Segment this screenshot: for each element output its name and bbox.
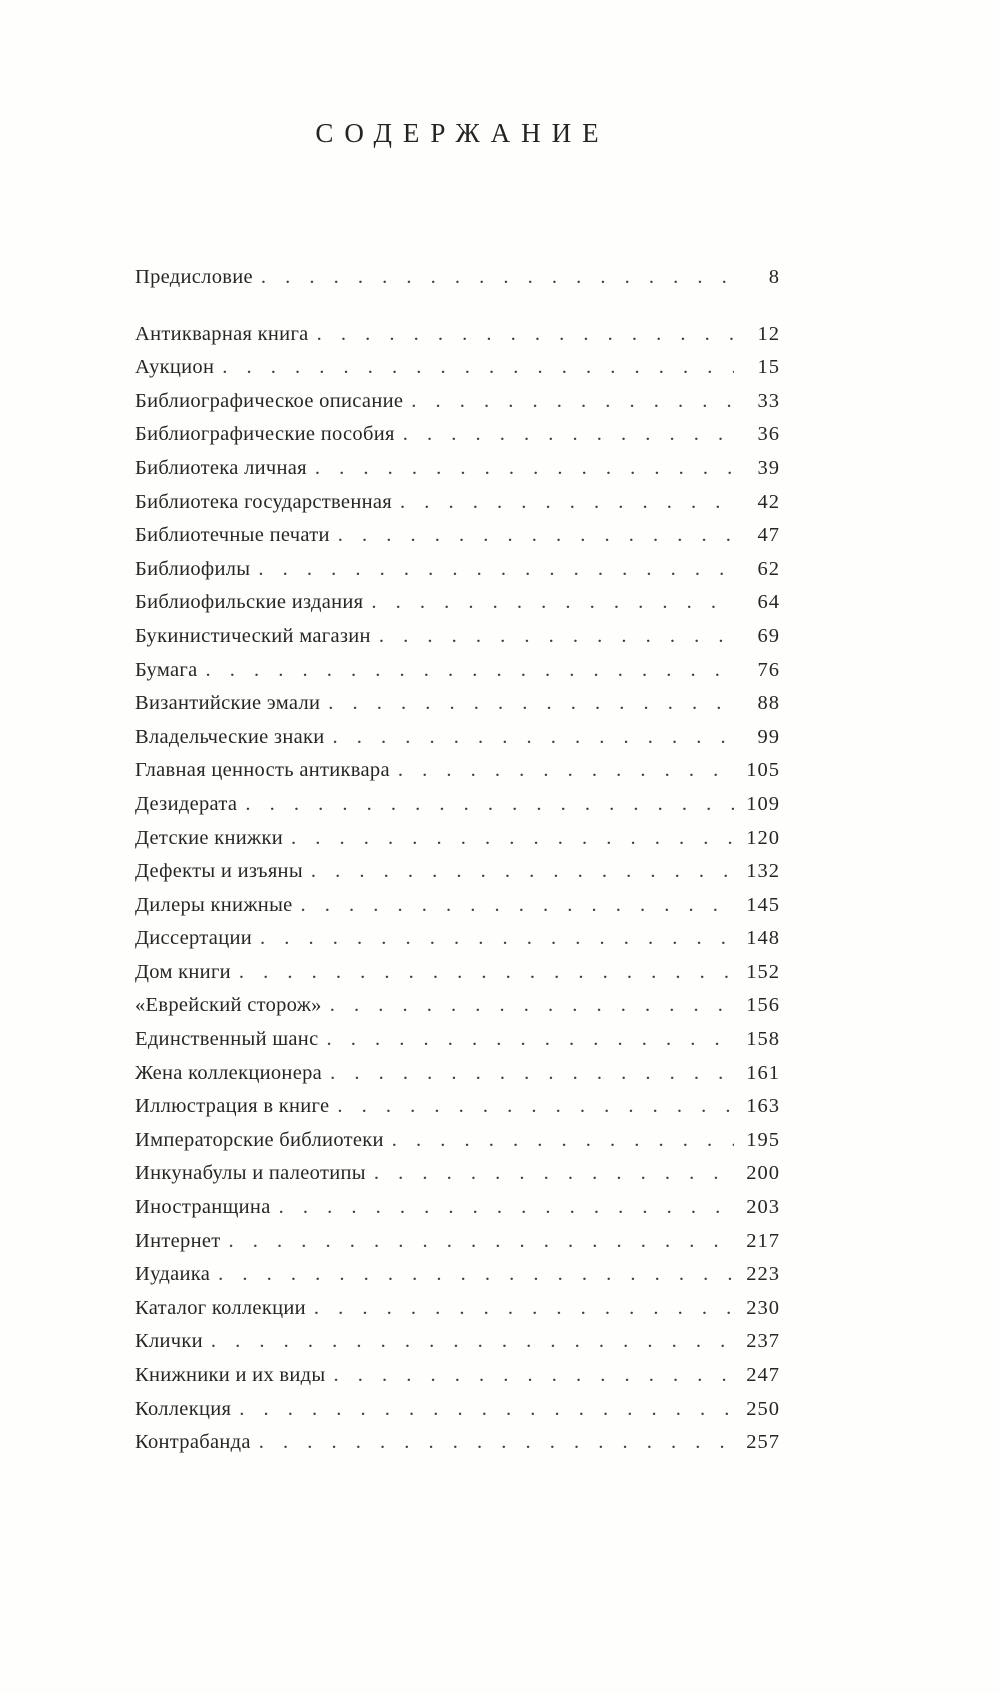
dot-leader — [239, 1393, 734, 1427]
toc-entry-label: Предисловие — [135, 266, 253, 288]
toc-entry — [135, 1258, 780, 1292]
dot-leader — [229, 1225, 734, 1259]
toc-entry — [135, 822, 780, 856]
dot-leader — [317, 318, 734, 352]
dot-leader — [337, 1090, 734, 1124]
toc-entry-page: 88 — [757, 692, 780, 715]
toc-entry-label: Библиографическое описание — [135, 389, 404, 412]
toc-entry-label: Жена коллекционера — [135, 1061, 323, 1084]
toc-entry-page: 105 — [746, 759, 780, 782]
toc-entry-label: Клички — [135, 1330, 203, 1353]
toc-entry — [135, 586, 780, 620]
toc-entry-label: Бумага — [135, 658, 198, 681]
toc-entry — [135, 754, 780, 788]
toc-entry-label: Иллюстрация в книге — [135, 1095, 330, 1118]
toc-entry-label: Дезидерата — [135, 792, 238, 815]
toc-entry — [135, 1325, 780, 1359]
dot-leader — [326, 1023, 734, 1057]
dot-leader — [258, 553, 734, 587]
toc-entry-page: 203 — [746, 1196, 780, 1219]
dot-leader — [222, 351, 734, 385]
dot-leader — [400, 486, 734, 520]
toc-entry — [135, 519, 780, 553]
toc-entry-label: Императорские библиотеки — [135, 1128, 384, 1151]
dot-leader — [205, 654, 734, 688]
toc-entry-label: Иностранщина — [135, 1196, 271, 1219]
toc-entry-page: 69 — [757, 624, 780, 647]
toc-entry-page: 247 — [746, 1364, 780, 1386]
toc-preface-row — [135, 261, 780, 295]
toc-entry-page: 76 — [757, 658, 780, 681]
toc-entry-page: 223 — [746, 1263, 780, 1286]
toc-entry-page: 145 — [746, 893, 780, 916]
toc-entry — [135, 687, 780, 721]
toc-entry — [135, 1057, 780, 1091]
toc-entry — [135, 889, 780, 923]
dot-leader — [291, 822, 734, 856]
toc-entry-label: Библиофильские издания — [135, 591, 364, 614]
toc-entry-page: 109 — [746, 792, 780, 815]
toc-entry-page: 200 — [746, 1162, 780, 1185]
toc-entry-label: Инкунабулы и палеотипы — [135, 1162, 366, 1185]
toc-entry-label: Книжники и их виды — [135, 1364, 326, 1386]
toc-entry-label: Коллекция — [135, 1397, 232, 1420]
toc-entry-label: Аукцион — [135, 356, 215, 379]
dot-leader — [260, 922, 734, 956]
toc-entry-label: Единственный шанс — [135, 1028, 319, 1051]
toc-entry-label: Главная ценность антиквара — [135, 759, 390, 782]
dot-leader — [371, 586, 734, 620]
dot-leader — [411, 385, 734, 419]
dot-leader — [301, 889, 734, 923]
dot-leader — [338, 519, 734, 553]
dot-leader — [314, 1292, 734, 1326]
dot-leader — [328, 687, 734, 721]
toc-entry-label: Детские книжки — [135, 826, 283, 849]
dot-leader — [333, 721, 734, 755]
toc-entry — [135, 654, 780, 688]
dot-leader — [311, 855, 734, 889]
toc-entry-page: 39 — [757, 456, 780, 479]
toc-entry-page: 64 — [757, 591, 780, 614]
toc-entry-page: 148 — [746, 927, 780, 950]
toc-entry-label: Владельческие знаки — [135, 725, 325, 748]
dot-leader — [245, 788, 734, 822]
toc-entry — [135, 620, 780, 654]
dot-leader — [403, 418, 734, 452]
toc-entry — [135, 989, 780, 1023]
toc-entry — [135, 1426, 780, 1460]
toc-entry-page: 217 — [746, 1229, 780, 1252]
toc-entry — [135, 1393, 780, 1427]
toc-entry-page: 161 — [746, 1061, 780, 1084]
toc-entry — [135, 318, 780, 352]
dot-leader — [315, 452, 734, 486]
toc-entry — [135, 1023, 780, 1057]
toc-entry — [135, 922, 780, 956]
toc-entry — [135, 1292, 780, 1326]
toc-entry-page: 120 — [746, 826, 780, 849]
toc-entry-page: 230 — [746, 1296, 780, 1319]
toc-entry — [135, 385, 780, 419]
toc-entry — [135, 351, 780, 385]
toc-list — [135, 261, 780, 1460]
dot-leader — [374, 1157, 734, 1191]
dot-leader — [379, 620, 734, 654]
toc-entry-page: 8 — [768, 266, 780, 288]
toc-entry-label: Диссертации — [135, 927, 253, 950]
toc-entry-label: Интернет — [135, 1229, 221, 1252]
dot-leader — [239, 956, 734, 990]
toc-entry — [135, 553, 780, 587]
toc-entry-page: 42 — [757, 490, 780, 513]
dot-leader — [259, 1426, 734, 1460]
toc-entry-label: Библиофилы — [135, 557, 251, 580]
toc-entry-page: 158 — [746, 1028, 780, 1051]
dot-leader — [398, 754, 734, 788]
toc-entry-page: 195 — [746, 1128, 780, 1151]
toc-entry-page: 36 — [757, 423, 780, 446]
toc-entry-page: 99 — [757, 725, 780, 748]
toc-entry-label: Контрабанда — [135, 1431, 251, 1454]
dot-leader — [211, 1325, 734, 1359]
toc-entry-page: 33 — [757, 389, 780, 412]
toc-entry-label: Дефекты и изъяны — [135, 860, 303, 883]
toc-entry-page: 257 — [746, 1431, 780, 1454]
toc-entry-label: Каталог коллекции — [135, 1296, 306, 1319]
toc-entry-page: 132 — [746, 860, 780, 883]
toc-entry-label: Дом книги — [135, 960, 231, 983]
toc-entry-label: Библиотека личная — [135, 456, 307, 479]
toc-entry-label: Антикварная книга — [135, 322, 309, 345]
toc-entry-label: Византийские эмали — [135, 692, 321, 715]
toc-entry-label: Иудаика — [135, 1263, 211, 1286]
toc-entry — [135, 1124, 780, 1158]
toc-entry-page: 156 — [746, 994, 780, 1017]
dot-leader — [392, 1124, 734, 1158]
toc-entry-label: Букинистический магазин — [135, 624, 371, 647]
dot-leader — [330, 989, 734, 1023]
toc-entry-page: 62 — [757, 557, 780, 580]
toc-entry-label: Дилеры книжные — [135, 893, 293, 916]
dot-leader — [333, 1359, 734, 1393]
toc-entry — [135, 721, 780, 755]
toc-entry — [135, 1090, 780, 1124]
dot-leader — [218, 1258, 734, 1292]
toc-entry — [135, 956, 780, 990]
toc-entry-page: 152 — [746, 960, 780, 983]
toc-entry — [135, 418, 780, 452]
toc-entry-label: Библиотечные печати — [135, 524, 330, 547]
toc-entry-page: 237 — [746, 1330, 780, 1353]
toc-entry-page: 163 — [746, 1095, 780, 1118]
toc-entry — [135, 1359, 780, 1393]
toc-entry-page: 47 — [757, 524, 780, 547]
toc-entry-page: 15 — [757, 356, 780, 379]
dot-leader — [330, 1057, 734, 1091]
toc-entry-label: Библиотека государственная — [135, 490, 392, 513]
toc-entry-label: Библиографические пособия — [135, 423, 395, 446]
toc-entry — [135, 1191, 780, 1225]
toc-entry — [135, 1225, 780, 1259]
toc-entry — [135, 788, 780, 822]
toc-entry — [135, 1157, 780, 1191]
toc-entry-page: 250 — [746, 1397, 780, 1420]
toc-entry — [135, 452, 780, 486]
toc-entry — [135, 486, 780, 520]
page-title: СОДЕРЖАНИЕ — [315, 118, 610, 148]
toc-entry-label: «Еврейский сторож» — [135, 994, 322, 1017]
toc-entry-page: 12 — [757, 322, 780, 345]
dot-leader — [279, 1191, 734, 1225]
toc-entry — [135, 855, 780, 889]
dot-leader — [261, 261, 734, 295]
